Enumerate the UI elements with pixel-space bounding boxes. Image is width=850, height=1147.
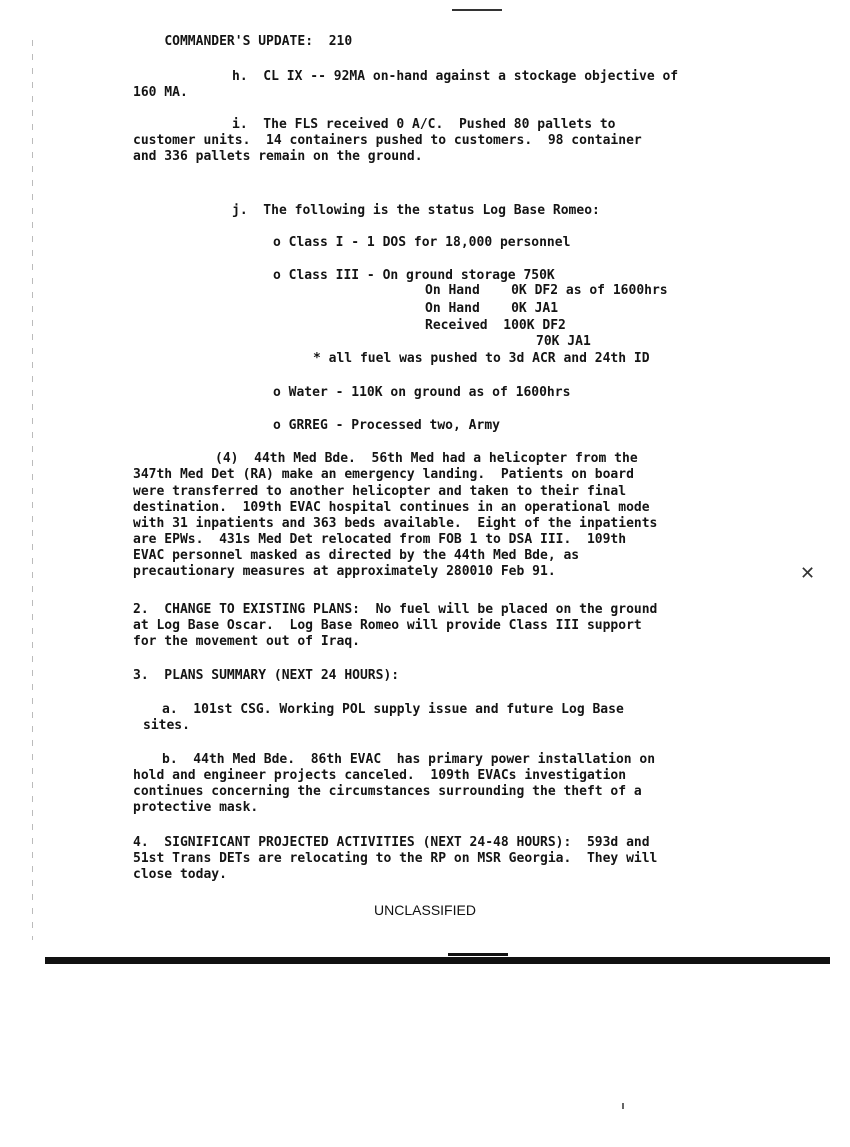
scan-speck bbox=[622, 1103, 624, 1109]
class-3-onhand-df2: On Hand 0K DF2 as of 1600hrs bbox=[425, 283, 668, 298]
changes-line-3: for the movement out of Iraq. bbox=[133, 634, 360, 649]
med-line-7: EVAC personnel masked as directed by the 44th Med Bde, as bbox=[133, 548, 580, 563]
para-h-line-1: h. CL IX -- 92MA on-hand against a stockage objective of bbox=[232, 69, 679, 84]
para-i-line-3: and 336 pallets remain on the ground. bbox=[133, 149, 423, 164]
class-3-received-df2: Received 100K DF2 bbox=[425, 318, 566, 333]
plans-a-line-1: a. 101st CSG. Working POL supply issue and future Log Base bbox=[162, 702, 624, 717]
plans-b-line-1: b. 44th Med Bde. 86th EVAC has primary power installation on bbox=[162, 752, 656, 767]
plans-a-line-2: sites. bbox=[143, 718, 190, 733]
header-title: COMMANDER'S UPDATE: bbox=[164, 34, 314, 49]
med-line-6: are EPWs. 431s Med Det relocated from FOB 1 to DSA III. 109th bbox=[133, 532, 627, 547]
fuel-note: * all fuel was pushed to 3d ACR and 24th ID bbox=[313, 351, 650, 366]
med-line-8: precautionary measures at approximately 280010 Feb 91. bbox=[133, 564, 556, 579]
changes-line-1: 2. CHANGE TO EXISTING PLANS: No fuel will be placed on the ground bbox=[133, 602, 658, 617]
med-line-3: were transferred to another helicopter and taken to their final bbox=[133, 484, 627, 499]
plans-b-line-2: hold and engineer projects canceled. 109th EVACs investigation bbox=[133, 768, 627, 783]
projected-line-3: close today. bbox=[133, 867, 227, 882]
med-line-4: destination. 109th EVAC hospital continues in an operational mode bbox=[133, 500, 650, 515]
header-page-number: 210 bbox=[328, 34, 353, 49]
plans-summary-heading: 3. PLANS SUMMARY (NEXT 24 HOURS): bbox=[133, 668, 400, 683]
page-break-rule bbox=[45, 957, 830, 964]
med-line-5: with 31 inpatients and 363 beds available. Eight of the inpatients bbox=[133, 516, 658, 531]
water-status: o Water - 110K on ground as of 1600hrs bbox=[273, 385, 571, 400]
scan-edge-artifact bbox=[32, 40, 33, 940]
para-j-intro: j. The following is the status Log Base Romeo: bbox=[232, 203, 600, 218]
plans-b-line-3: continues concerning the circumstances surrounding the theft of a bbox=[133, 784, 642, 799]
plans-b-line-4: protective mask. bbox=[133, 800, 259, 815]
page-header bbox=[133, 18, 352, 66]
top-scan-mark bbox=[452, 9, 502, 11]
para-i-line-2: customer units. 14 containers pushed to customers. 98 container bbox=[133, 133, 642, 148]
para-h-line-2: 160 MA. bbox=[133, 85, 188, 100]
classification-marking: UNCLASSIFIED bbox=[374, 902, 476, 918]
class-3-received-ja1: 70K JA1 bbox=[536, 334, 591, 349]
class-3-onhand-ja1: On Hand 0K JA1 bbox=[425, 301, 559, 316]
med-line-1: (4) 44th Med Bde. 56th Med had a helicopter from the bbox=[215, 451, 638, 466]
margin-check-mark: ✕ bbox=[800, 563, 816, 584]
page-break-mark bbox=[448, 953, 508, 956]
class-1-status: o Class I - 1 DOS for 18,000 personnel bbox=[273, 235, 571, 250]
med-line-2: 347th Med Det (RA) make an emergency landing. Patients on board bbox=[133, 467, 634, 482]
class-3-status: o Class III - On ground storage 750K bbox=[273, 268, 555, 283]
projected-line-1: 4. SIGNIFICANT PROJECTED ACTIVITIES (NEXT 24-48 HOURS): 593d and bbox=[133, 835, 650, 850]
para-i-line-1: i. The FLS received 0 A/C. Pushed 80 pallets to bbox=[232, 117, 616, 132]
grreg-status: o GRREG - Processed two, Army bbox=[273, 418, 500, 433]
changes-line-2: at Log Base Oscar. Log Base Romeo will provide Class III support bbox=[133, 618, 642, 633]
projected-line-2: 51st Trans DETs are relocating to the RP on MSR Georgia. They will bbox=[133, 851, 658, 866]
